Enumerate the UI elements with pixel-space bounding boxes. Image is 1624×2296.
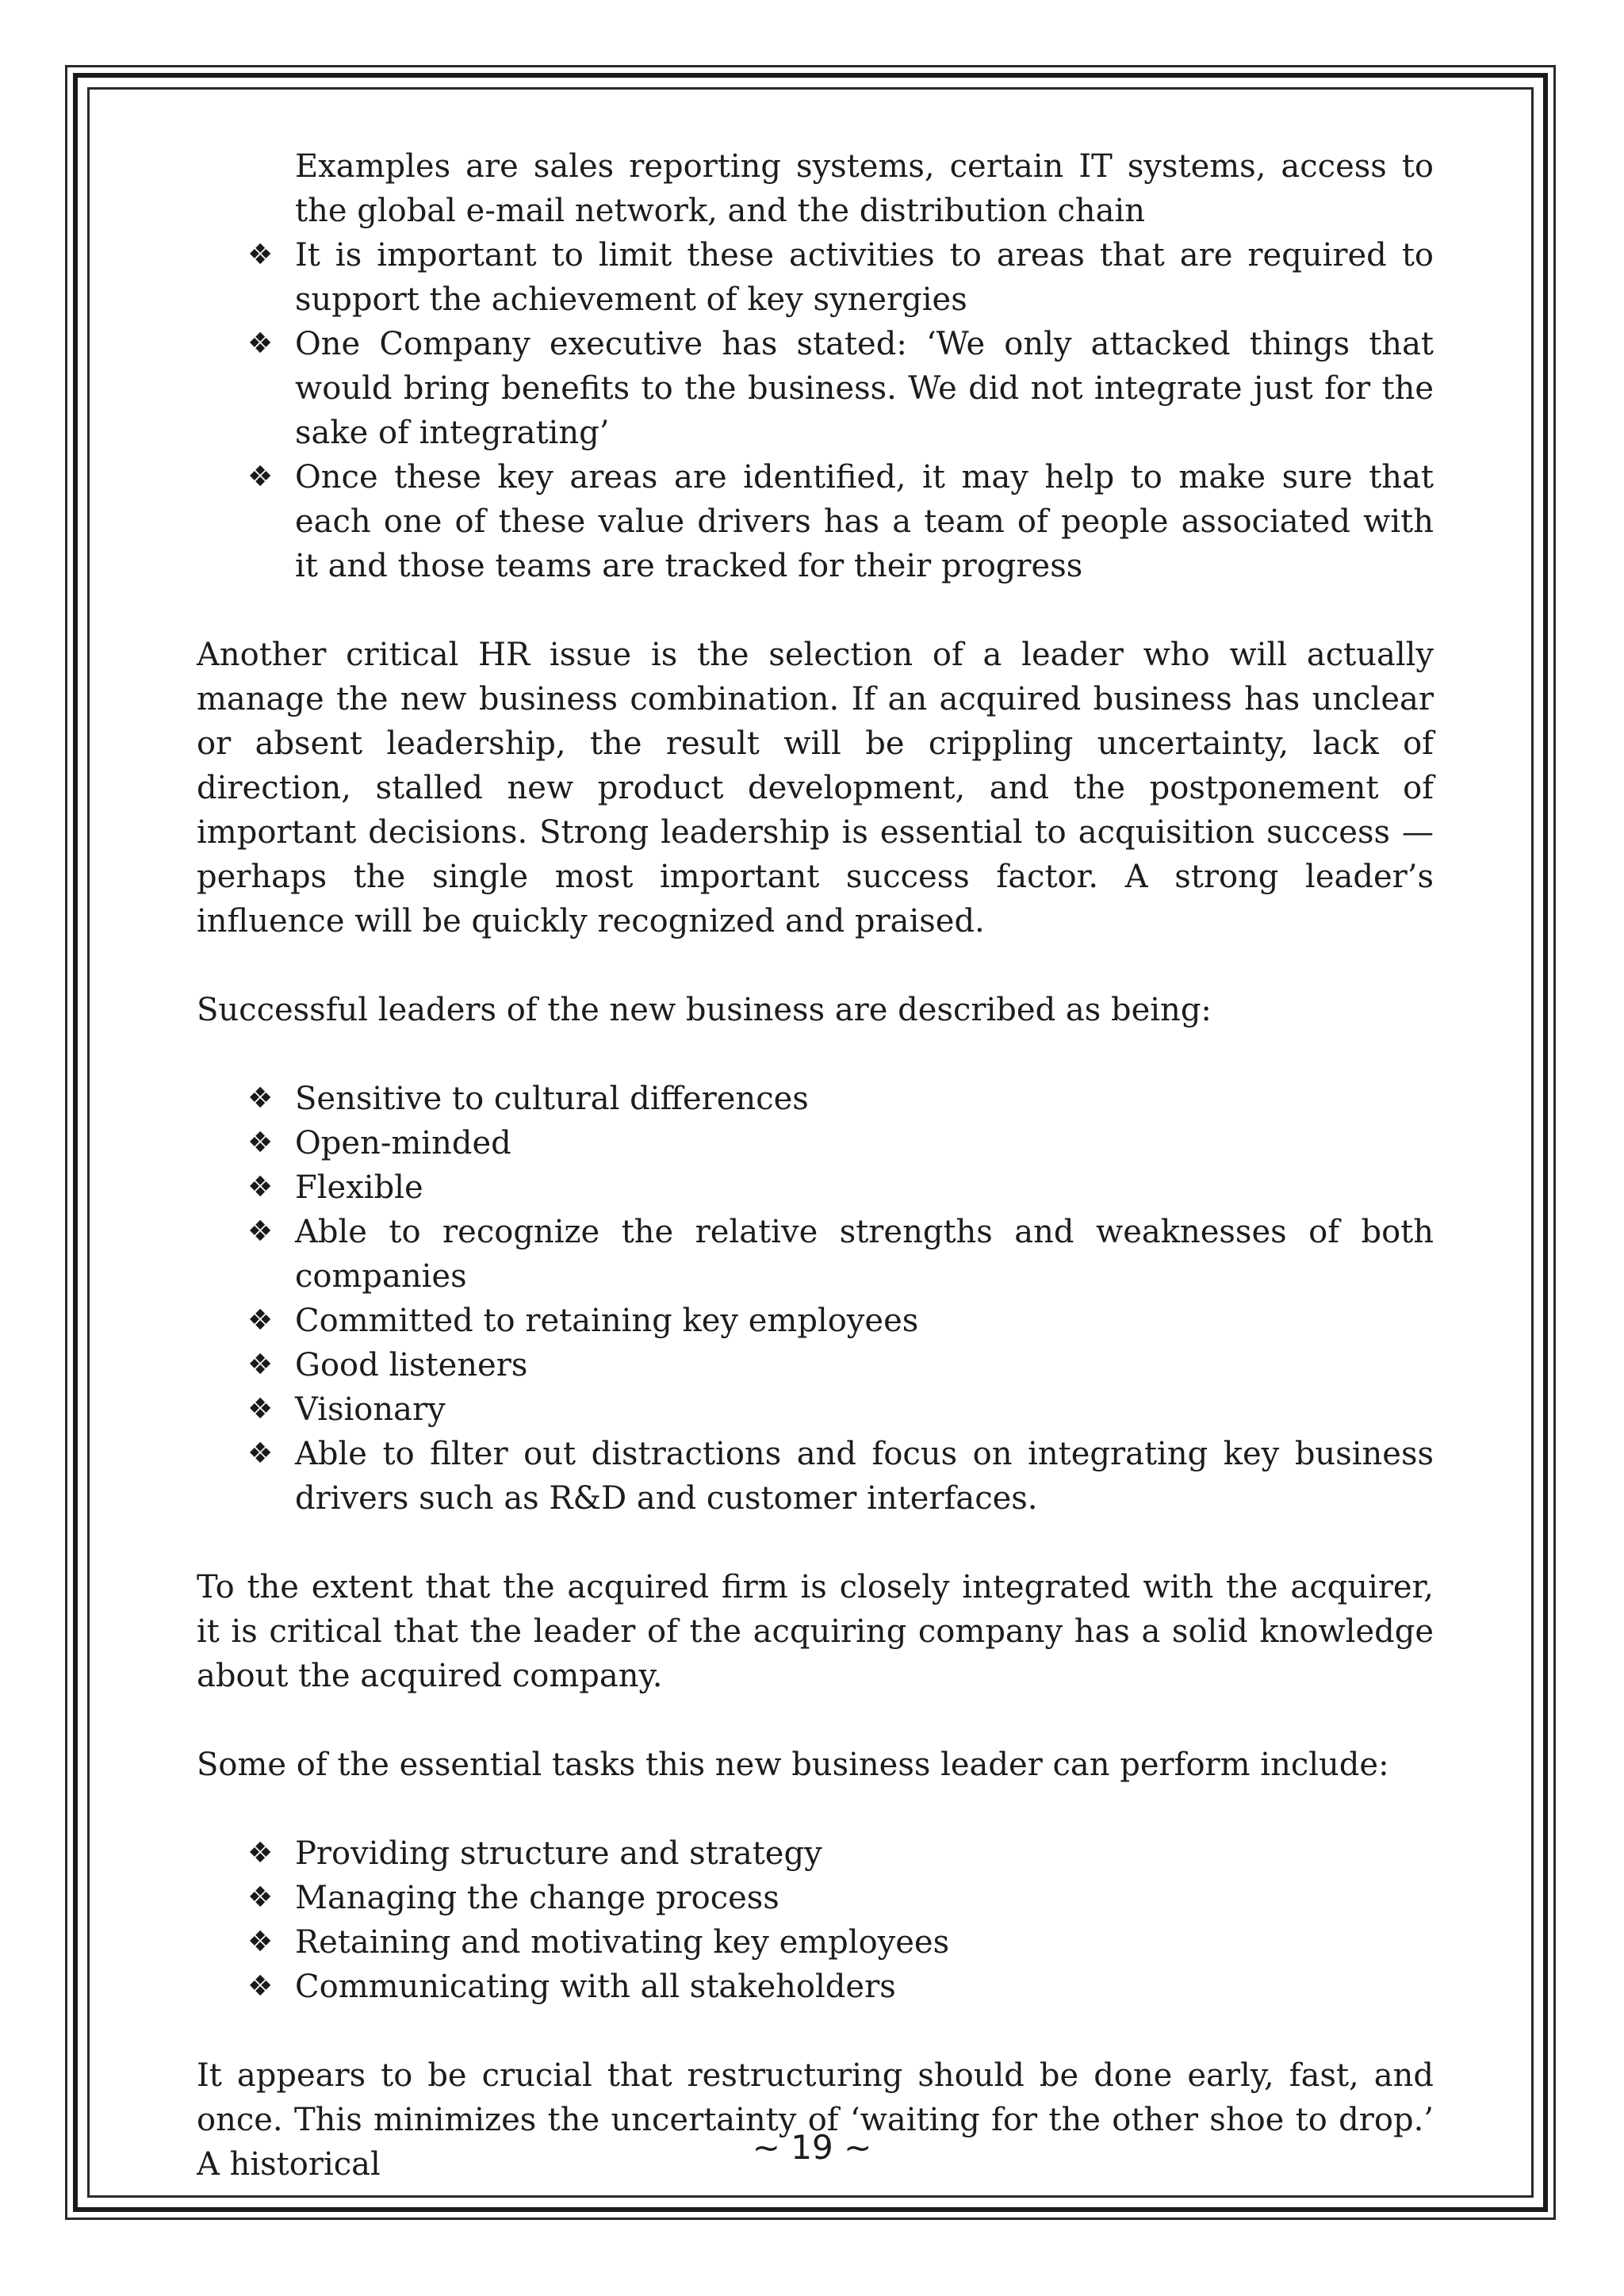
diamond-bullet-icon: ❖ — [247, 327, 274, 360]
list-item — [197, 1299, 1434, 1343]
paragraph-acquired-firm: To the extent that the acquired firm is closely integrated with the acquirer, it is critical that the leader of the acquiring company has a solid knowledge about the acquired company. — [197, 1569, 1434, 1694]
bullet-continuation-text: Examples are sales reporting systems, certain IT systems, access to the global e-mail network, and the distribution chain — [295, 148, 1434, 229]
list-item-text: Good listeners — [295, 1347, 528, 1383]
page-content — [197, 144, 1434, 2187]
spacer — [197, 1698, 1434, 1743]
diamond-bullet-icon: ❖ — [247, 1215, 274, 1248]
list-item — [197, 1077, 1434, 1121]
list-item-text: Providing structure and strategy — [295, 1835, 822, 1872]
diamond-bullet-icon: ❖ — [247, 1349, 274, 1381]
bullet-list-leader-tasks — [197, 1831, 1434, 2009]
diamond-bullet-icon: ❖ — [247, 1926, 274, 1958]
list-item-text: Committed to retaining key employees — [295, 1303, 919, 1339]
spacer — [197, 1032, 1434, 1077]
bullet-list-leader-traits — [197, 1077, 1434, 1521]
spacer — [197, 588, 1434, 633]
diamond-bullet-icon: ❖ — [247, 1127, 274, 1159]
diamond-bullet-icon: ❖ — [247, 1437, 274, 1470]
list-item-text: Open-minded — [295, 1125, 511, 1161]
list-item — [197, 455, 1434, 588]
spacer — [197, 2009, 1434, 2053]
list-item-text: Once these key areas are identified, it may help to make sure that each one of these value drivers has a team of people associated with it and those teams are tracked for their progress — [295, 459, 1434, 584]
list-item — [197, 1432, 1434, 1521]
diamond-bullet-icon: ❖ — [247, 1393, 274, 1425]
diamond-bullet-icon: ❖ — [247, 1970, 274, 2003]
diamond-bullet-icon: ❖ — [247, 1082, 274, 1115]
list-item — [197, 1387, 1434, 1432]
list-item-text: It is important to limit these activities to areas that are required to support the achievement of key synergies — [295, 237, 1434, 318]
diamond-bullet-icon: ❖ — [247, 1171, 274, 1203]
diamond-bullet-icon: ❖ — [247, 1881, 274, 1914]
diamond-bullet-icon: ❖ — [247, 1837, 274, 1869]
paragraph-restructuring: It appears to be crucial that restructuring should be done early, fast, and once. This minimizes the uncertainty of ‘waiting for the other shoe to drop.’ A historical — [197, 2057, 1434, 2183]
bullet-list-integration — [197, 233, 1434, 588]
diamond-bullet-icon: ❖ — [247, 239, 274, 271]
list-item — [197, 1121, 1434, 1165]
list-item — [197, 1165, 1434, 1210]
list-item-text: Sensitive to cultural differences — [295, 1081, 809, 1117]
list-item — [197, 1876, 1434, 1920]
list-item — [197, 233, 1434, 322]
list-item-text: Able to filter out distractions and focus on integrating key business drivers such as R&D and customer interfaces. — [295, 1436, 1434, 1517]
list-item-text: Visionary — [295, 1391, 446, 1428]
list-item — [197, 322, 1434, 455]
list-item — [197, 1965, 1434, 2009]
paragraph-leadership: Another critical HR issue is the selection of a leader who will actually manage the new business combination. If an acquired business has unclear or absent leadership, the result will be crippling uncertainty, lack of direction, stalled new product development, and the postponement of important decisions. Strong leadership is essential to acquisition success — perhaps the single most important success factor. A strong leader’s influence will be quickly recognized and praised. — [197, 637, 1434, 939]
list-item-text: Retaining and motivating key employees — [295, 1924, 950, 1961]
list-item-text: Flexible — [295, 1169, 423, 1206]
list-item-text: Communicating with all stakeholders — [295, 1969, 896, 2005]
list-item — [197, 1920, 1434, 1965]
paragraph-successful-leaders: Successful leaders of the new business are described as being: — [197, 992, 1212, 1028]
spacer — [197, 1521, 1434, 1565]
list-item — [197, 1210, 1434, 1299]
list-item-text: Able to recognize the relative strengths and weaknesses of both companies — [295, 1214, 1434, 1295]
diamond-bullet-icon: ❖ — [247, 1304, 274, 1337]
list-item — [197, 1831, 1434, 1876]
spacer — [197, 1787, 1434, 1831]
spacer — [197, 943, 1434, 988]
page-number: ~ 19 ~ — [752, 2128, 872, 2167]
list-item-text: Managing the change process — [295, 1880, 779, 1916]
diamond-bullet-icon: ❖ — [247, 461, 274, 493]
list-item-text: One Company executive has stated: ‘We only attacked things that would bring benefits to the business. We did not integrate just for the sake of integrating’ — [295, 326, 1434, 451]
list-item — [197, 1343, 1434, 1387]
paragraph-essential-tasks: Some of the essential tasks this new business leader can perform include: — [197, 1747, 1389, 1783]
